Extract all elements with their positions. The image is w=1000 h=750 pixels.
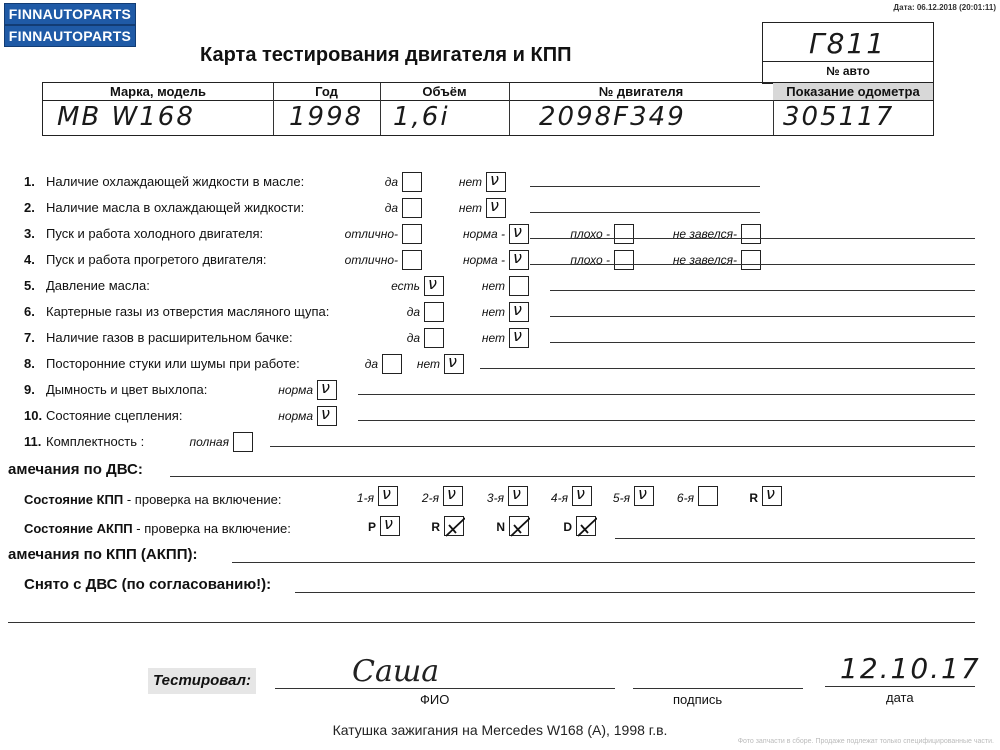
item-number: 4. <box>24 252 35 267</box>
header-odometer: Показание одометра <box>786 84 920 99</box>
item-label: Посторонние стуки или шумы при работе: <box>46 356 300 371</box>
check-mark: ν <box>490 196 499 215</box>
item-number: 1. <box>24 174 35 189</box>
option-label: нет <box>481 305 505 319</box>
brand-logo: FINNAUTOPARTS <box>4 3 136 25</box>
date-value: 12.10.17 <box>840 652 981 685</box>
check-mark: ν <box>513 222 522 241</box>
date-label: дата <box>886 690 914 705</box>
check-mark: ν <box>490 170 499 189</box>
auto-gearbox-label: Состояние АКПП - проверка на включение: <box>24 521 291 536</box>
checkbox[interactable] <box>486 198 506 218</box>
item-number: 2. <box>24 200 35 215</box>
option-label: отлично- <box>344 253 398 267</box>
header-year: Год <box>315 84 338 99</box>
option-label: нет <box>458 175 482 189</box>
gear-label: 5-я <box>612 491 630 505</box>
check-mark: ν <box>321 404 330 423</box>
check-mark: ν <box>513 326 522 345</box>
option-label: нет <box>481 331 505 345</box>
checkbox[interactable] <box>317 380 337 400</box>
gear-checkbox[interactable] <box>508 486 528 506</box>
item-label: Наличие газов в расширительном бачке: <box>46 330 293 345</box>
item-label: Состояние сцепления: <box>46 408 183 423</box>
gear-label: R <box>749 491 758 505</box>
manual-gearbox-label: Состояние КПП - проверка на включение: <box>24 492 282 507</box>
checkbox[interactable] <box>233 432 253 452</box>
check-mark: ν <box>447 484 456 503</box>
check-mark: ν <box>513 248 522 267</box>
option-label: да <box>364 357 378 371</box>
option-label: норма - <box>462 227 505 241</box>
option-label: да <box>384 175 398 189</box>
tested-label: Тестировал: <box>153 672 251 689</box>
item-label: Наличие масла в охлаждающей жидкости: <box>46 200 305 215</box>
engine-number-value: 2098F349 <box>539 102 686 132</box>
gear-label: 3-я <box>486 491 504 505</box>
check-mark: ν <box>512 484 521 503</box>
auto-number-box <box>762 22 934 84</box>
option-label: да <box>406 305 420 319</box>
checkbox[interactable] <box>614 224 634 244</box>
gear-checkbox[interactable] <box>444 516 464 536</box>
gear-checkbox[interactable] <box>762 486 782 506</box>
photo-caption: Катушка зажигания на Mercedes W168 (A), 1998 г.в. <box>332 722 668 738</box>
auto-number-value: Г811 <box>809 27 887 60</box>
checkbox[interactable] <box>509 302 529 322</box>
gear-checkbox[interactable] <box>698 486 718 506</box>
year-value: 1998 <box>289 102 364 132</box>
remarks-gearbox-label: амечания по КПП (АКПП): <box>8 546 198 563</box>
vehicle-table <box>42 82 934 136</box>
gear-label: 4-я <box>550 491 568 505</box>
item-number: 8. <box>24 356 35 371</box>
header-engine-number: № двигателя <box>598 84 684 99</box>
item-label: Дымность и цвет выхлопа: <box>46 382 208 397</box>
item-number: 3. <box>24 226 35 241</box>
check-mark: ν <box>638 484 647 503</box>
gear-checkbox[interactable] <box>378 486 398 506</box>
item-number: 11. <box>24 434 42 449</box>
check-mark: ν <box>513 300 522 319</box>
option-label: не завелся- <box>672 227 737 241</box>
checkbox[interactable] <box>402 250 422 270</box>
option-label: плохо - <box>570 253 610 267</box>
checkbox[interactable] <box>486 172 506 192</box>
checkbox[interactable] <box>317 406 337 426</box>
brand-logo-secondary: FINNAUTOPARTS <box>4 25 136 47</box>
gear-label: N <box>496 520 505 534</box>
option-label: нет <box>458 201 482 215</box>
cross-mark <box>577 517 597 537</box>
cross-mark <box>445 517 465 537</box>
date-stamp: Дата: 06.12.2018 (20:01:11) <box>893 3 996 12</box>
cross-mark <box>510 517 530 537</box>
gear-checkbox[interactable] <box>572 486 592 506</box>
check-mark: ν <box>384 514 393 533</box>
odometer-value: 305117 <box>783 102 895 132</box>
tester-name: Саша <box>352 654 440 689</box>
gear-label: R <box>431 520 440 534</box>
item-number: 6. <box>24 304 35 319</box>
gear-label: 1-я <box>356 491 374 505</box>
checkbox[interactable] <box>741 224 761 244</box>
gear-checkbox[interactable] <box>576 516 596 536</box>
option-label: да <box>384 201 398 215</box>
check-mark: ν <box>321 378 330 397</box>
check-mark: ν <box>382 484 391 503</box>
volume-value: 1,6i <box>393 102 450 132</box>
gear-checkbox[interactable] <box>509 516 529 536</box>
checkbox[interactable] <box>402 224 422 244</box>
option-label: отлично- <box>344 227 398 241</box>
checkbox[interactable] <box>444 354 464 374</box>
gear-checkbox[interactable] <box>634 486 654 506</box>
auto-number-label: № авто <box>826 64 870 78</box>
item-label: Картерные газы из отверстия масляного щупа: <box>46 304 330 319</box>
fio-label: ФИО <box>420 692 450 707</box>
page-title: Карта тестирования двигателя и КПП <box>200 44 572 66</box>
checkbox[interactable] <box>509 250 529 270</box>
header-make-model: Марка, модель <box>109 84 207 99</box>
checkbox[interactable] <box>614 250 634 270</box>
gear-label: D <box>563 520 572 534</box>
option-label: не завелся- <box>672 253 737 267</box>
item-number: 5. <box>24 278 35 293</box>
gear-checkbox[interactable] <box>443 486 463 506</box>
gear-checkbox[interactable] <box>380 516 400 536</box>
option-label: плохо - <box>570 227 610 241</box>
option-label: норма - <box>462 253 505 267</box>
item-number: 9. <box>24 382 35 397</box>
signature-label: подпись <box>673 692 723 707</box>
option-label: нет <box>416 357 440 371</box>
remarks-engine-label: амечания по ДВС: <box>8 461 143 478</box>
checkbox[interactable] <box>509 224 529 244</box>
item-label: Комплектность : <box>46 434 145 449</box>
item-label: Пуск и работа прогретого двигателя: <box>46 252 267 267</box>
option-label: полная <box>189 435 229 449</box>
item-number: 7. <box>24 330 35 345</box>
item-label: Наличие охлаждающей жидкости в масле: <box>46 174 305 189</box>
checkbox[interactable] <box>741 250 761 270</box>
gear-label: P <box>367 520 376 534</box>
checkbox[interactable] <box>509 276 529 296</box>
option-label: норма <box>278 409 313 423</box>
removed-from-engine-label: Снято с ДВС (по согласованию!): <box>24 576 272 593</box>
watermark-note: Фото запчасти в сборе. Продаже подлежат только специфицированные части. <box>737 738 994 745</box>
option-label: норма <box>278 383 313 397</box>
item-label: Пуск и работа холодного двигателя: <box>46 226 264 241</box>
check-mark: ν <box>766 484 775 503</box>
check-mark: ν <box>576 484 585 503</box>
header-volume: Объём <box>422 84 467 99</box>
option-label: нет <box>481 279 505 293</box>
check-mark: ν <box>428 274 437 293</box>
option-label: есть <box>391 279 420 293</box>
item-label: Давление масла: <box>46 278 150 293</box>
gear-label: 2-я <box>421 491 439 505</box>
checkbox[interactable] <box>509 328 529 348</box>
gear-label: 6-я <box>676 491 694 505</box>
make-model-value: MB W168 <box>57 102 195 132</box>
item-number: 10. <box>24 408 43 423</box>
option-label: да <box>406 331 420 345</box>
check-mark: ν <box>448 352 457 371</box>
